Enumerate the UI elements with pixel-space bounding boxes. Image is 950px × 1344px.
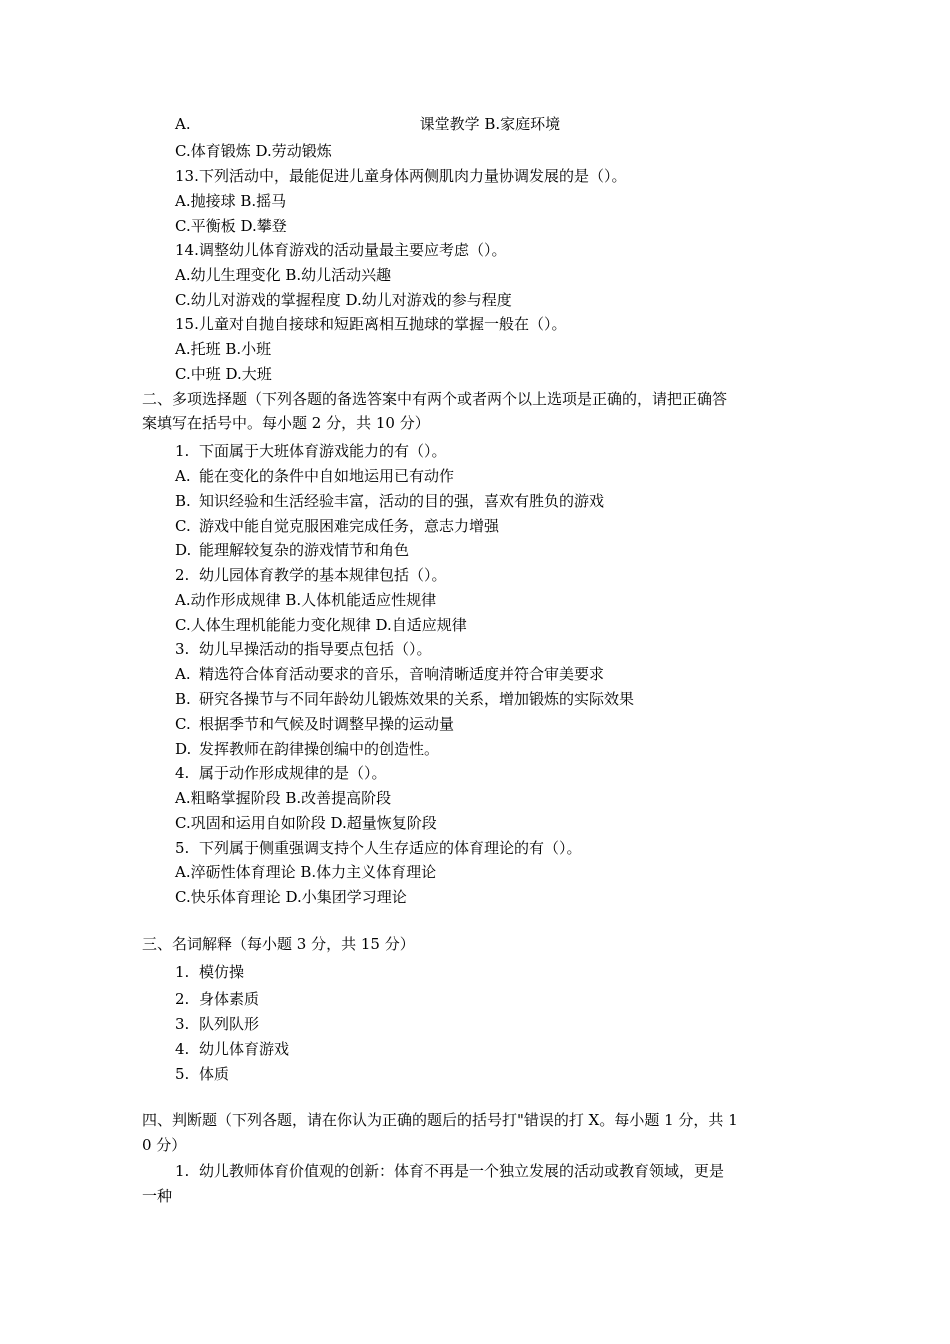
option-label: C. — [175, 715, 191, 733]
item-number: 2. — [175, 990, 190, 1008]
option-line — [175, 664, 604, 684]
question-text: 幼儿早操活动的指导要点包括（）。 — [199, 640, 432, 658]
option-label: A. — [175, 467, 191, 485]
section-heading-continuation — [142, 413, 430, 433]
option-label: B. — [175, 492, 191, 510]
question-number: 1. — [175, 442, 190, 460]
option-line — [175, 540, 409, 560]
option-text: C.体育锻炼 D.劳动锻炼 — [175, 142, 332, 160]
definition-item — [175, 989, 259, 1009]
question-13 — [175, 166, 627, 186]
item-number: 5. — [175, 1065, 190, 1083]
question-text: 幼儿园体育教学的基本规律包括（）。 — [199, 566, 447, 584]
question-14 — [175, 240, 507, 260]
option-line — [175, 364, 272, 384]
option-text: 精选符合体育活动要求的音乐，音响清晰适度并符合审美要求 — [199, 665, 605, 683]
definition-item — [175, 1014, 259, 1034]
option-text: 发挥教师在韵律操创编中的创造性。 — [199, 740, 440, 758]
option-line — [175, 491, 604, 511]
option-label: A. — [175, 665, 191, 683]
option-line — [175, 887, 407, 907]
option-line — [175, 516, 499, 536]
heading-text: 四、判断题（下列各题，请在你认为正确的题后的括号打"错误的打 X。每小题 1 分，共 1 — [142, 1111, 738, 1129]
question-number: 2. — [175, 566, 190, 584]
option-text: A.动作形成规律 B.人体机能适应性规律 — [175, 591, 437, 609]
question-text: 下列属于侧重强调支持个人生存适应的体育理论的有（）。 — [199, 839, 582, 857]
option-label: D. — [175, 740, 192, 758]
option-text: 课堂教学 B.家庭环境 — [419, 115, 561, 133]
option-line — [175, 813, 437, 833]
item-text: 队列队形 — [199, 1015, 260, 1033]
true-false-item-continuation — [142, 1186, 172, 1206]
heading-text: 案填写在括号中。每小题 2 分，共 10 分） — [142, 414, 430, 432]
option-line — [175, 191, 286, 211]
question-number: 5. — [175, 839, 190, 857]
heading-text: 三、名词解释（每小题 3 分，共 15 分） — [142, 935, 415, 953]
option-line — [175, 216, 287, 236]
item-text: 幼儿体育游戏 — [199, 1040, 290, 1058]
item-text: 模仿操 — [199, 963, 245, 981]
item-text: 身体素质 — [199, 990, 260, 1008]
question-number: 15. — [175, 315, 199, 333]
option-line — [175, 739, 439, 759]
option-text: 研究各操节与不同年龄幼儿锻炼效果的关系，增加锻炼的实际效果 — [199, 690, 635, 708]
option-text: C.快乐体育理论 D.小集团学习理论 — [175, 888, 407, 906]
question-4 — [175, 763, 387, 783]
option-label: A. — [175, 115, 191, 133]
question-text: 儿童对自抛自接球和短距离相互抛球的掌握一般在（）。 — [199, 315, 567, 333]
option-line — [175, 714, 454, 734]
option-line — [175, 788, 391, 808]
option-text: C.中班 D.大班 — [175, 365, 272, 383]
section-heading-definitions — [142, 934, 415, 954]
option-line — [175, 862, 436, 882]
question-text: 下面属于大班体育游戏能力的有（）。 — [199, 442, 447, 460]
option-text: C.巩固和运用自如阶段 D.超量恢复阶段 — [175, 814, 437, 832]
question-1 — [175, 441, 447, 461]
option-line — [175, 265, 391, 285]
item-text: 一种 — [142, 1187, 173, 1205]
heading-text: 二、多项选择题（下列各题的备选答案中有两个或者两个以上选项是正确的，请把正确答 — [142, 390, 728, 408]
option-text: C.人体生理机能能力变化规律 D.自适应规律 — [175, 616, 467, 634]
option-label: D. — [175, 541, 192, 559]
option-label: C. — [175, 517, 191, 535]
item-text: 体质 — [199, 1065, 230, 1083]
item-number: 1. — [175, 963, 190, 981]
question-number: 14. — [175, 241, 199, 259]
question-number: 3. — [175, 640, 190, 658]
item-text: 幼儿教师体育价值观的创新：体育不再是一个独立发展的活动或教育领域，更是 — [199, 1162, 725, 1180]
question-number: 4. — [175, 764, 190, 782]
question-number: 13. — [175, 167, 199, 185]
definition-item — [175, 1039, 289, 1059]
definition-item — [175, 1064, 229, 1084]
question-3 — [175, 639, 432, 659]
option-line — [175, 290, 512, 310]
item-number: 4. — [175, 1040, 190, 1058]
section-heading-true-false — [142, 1110, 738, 1130]
option-text: 知识经验和生活经验丰富，活动的目的强，喜欢有胜负的游戏 — [199, 492, 605, 510]
option-line — [175, 466, 454, 486]
option-text: A.幼儿生理变化 B.幼儿活动兴趣 — [175, 266, 392, 284]
option-text: C.幼儿对游戏的掌握程度 D.幼儿对游戏的参与程度 — [175, 291, 512, 309]
option-label: B. — [175, 690, 191, 708]
question-text: 下列活动中，最能促进儿童身体两侧肌肉力量协调发展的是（）。 — [199, 167, 627, 185]
option-text: A.粗略掌握阶段 B.改善提高阶段 — [175, 789, 392, 807]
question-text: 调整幼儿体育游戏的活动量最主要应考虑（）。 — [199, 241, 507, 259]
option-line — [175, 615, 467, 635]
option-text: A.托班 B.小班 — [175, 340, 272, 358]
question-text: 属于动作形成规律的是（）。 — [199, 764, 387, 782]
option-line — [175, 114, 560, 134]
option-text: 能理解较复杂的游戏情节和角色 — [199, 541, 410, 559]
option-text: 能在变化的条件中自如地运用已有动作 — [199, 467, 455, 485]
item-number: 1. — [175, 1162, 190, 1180]
question-2 — [175, 565, 447, 585]
definition-item — [175, 962, 244, 982]
option-text: 根据季节和气候及时调整早操的运动量 — [199, 715, 455, 733]
option-line — [175, 339, 271, 359]
question-5 — [175, 838, 582, 858]
option-line — [175, 590, 436, 610]
option-line — [175, 141, 332, 161]
item-number: 3. — [175, 1015, 190, 1033]
option-text: A.抛接球 B.摇马 — [175, 192, 287, 210]
true-false-item — [175, 1161, 724, 1181]
option-text: C.平衡板 D.攀登 — [175, 217, 287, 235]
option-text: A.淬砺性体育理论 B.体力主义体育理论 — [175, 863, 437, 881]
section-heading-continuation — [142, 1135, 186, 1155]
question-15 — [175, 314, 567, 334]
option-line — [175, 689, 634, 709]
section-heading-multiple-choice — [142, 389, 727, 409]
option-text: 游戏中能自觉克服困难完成任务，意志力增强 — [199, 517, 500, 535]
heading-text: 0 分） — [142, 1136, 187, 1154]
